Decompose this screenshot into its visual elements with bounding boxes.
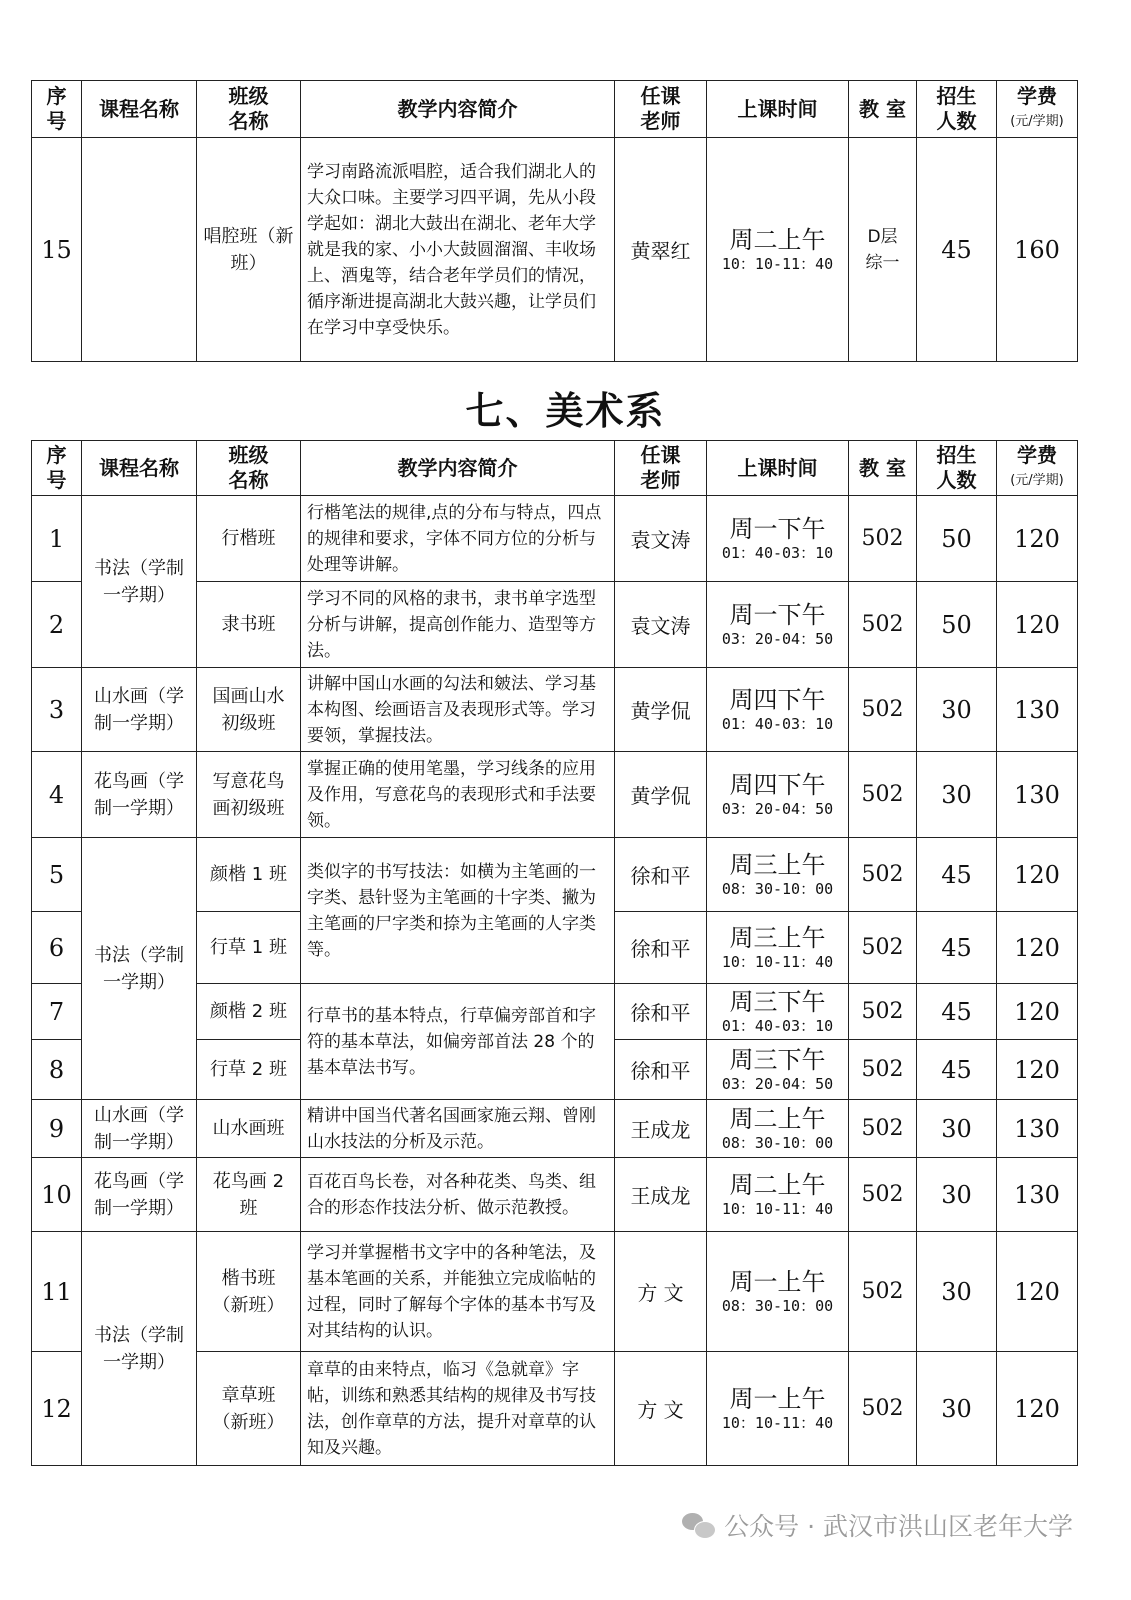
- class-hours: 08：30-10：00: [721, 1133, 834, 1152]
- class-name: 颜楷 1 班: [197, 838, 301, 912]
- classroom: 502: [849, 668, 917, 752]
- course-description: 学习并掌握楷书文字中的各种笔法，及基本笔画的关系，并能独立完成临帖的过程，同时了解每个字体的基本书写及对其结构的认识。: [301, 1232, 615, 1352]
- tuition-fee: 130: [997, 1100, 1078, 1158]
- teacher: 王成龙: [615, 1100, 707, 1158]
- tuition-fee: 160: [997, 138, 1078, 362]
- enrollment: 30: [917, 1232, 997, 1352]
- header-enroll: 招生人数: [917, 441, 997, 496]
- course-name: [82, 138, 197, 362]
- header-course: 课程名称: [82, 441, 197, 496]
- course-description: 讲解中国山水画的勾法和皴法、学习基本构图、绘画语言及表现形式等。学习要领，掌握技法。: [301, 668, 615, 752]
- class-day: 周三下午: [729, 1045, 826, 1074]
- tuition-fee: 120: [997, 582, 1078, 668]
- course-name: 山水画（学制一学期）: [82, 1100, 197, 1158]
- classroom: 502: [849, 752, 917, 838]
- footer-text: 公众号 · 武汉市洪山区老年大学: [724, 1512, 1073, 1541]
- teacher: 黄翠红: [615, 138, 707, 362]
- class-hours: 10：10-11：40: [721, 1413, 834, 1432]
- tuition-fee: 120: [997, 984, 1078, 1040]
- header-course: 课程名称: [82, 81, 197, 138]
- class-hours: 10：10-11：40: [721, 254, 834, 273]
- class-name: 写意花鸟画初级班: [197, 752, 301, 838]
- class-name: 唱腔班（新班）: [197, 138, 301, 362]
- class-name: 行草 2 班: [197, 1040, 301, 1100]
- header-fee: 学费 (元/学期): [997, 441, 1078, 496]
- course-name: 书法（学制一学期）: [82, 838, 197, 1100]
- class-time: [707, 912, 849, 984]
- course-name: 书法（学制一学期）: [82, 1232, 197, 1466]
- class-hours: 10：10-11：40: [721, 1199, 834, 1218]
- header-teacher: 任课老师: [615, 441, 707, 496]
- class-day: 周四下午: [729, 770, 826, 799]
- header-room: 教 室: [849, 81, 917, 138]
- row-number: 5: [32, 838, 82, 912]
- course-description: 学习不同的风格的隶书，隶书单字选型分析与讲解，提高创作能力、造型等方法。: [301, 582, 615, 668]
- teacher: 王成龙: [615, 1158, 707, 1232]
- course-name: 花鸟画（学制一学期）: [82, 752, 197, 838]
- course-description: 章草的由来特点，临习《急就章》字帖，训练和熟悉其结构的规律及书写技法，创作章草的方法，提升对章草的认知及兴趣。: [301, 1352, 615, 1466]
- class-time: [707, 668, 849, 752]
- class-day: 周二上午: [729, 1104, 826, 1133]
- class-time: [707, 984, 849, 1040]
- class-hours: 08：30-10：00: [721, 1296, 834, 1315]
- header-class: 班级名称: [197, 81, 301, 138]
- course-description: 精讲中国当代著名国画家施云翔、曾刚山水技法的分析及示范。: [301, 1100, 615, 1158]
- header-row: [32, 441, 1078, 496]
- table-row: [32, 496, 1078, 582]
- tuition-fee: 120: [997, 838, 1078, 912]
- enrollment: 30: [917, 1100, 997, 1158]
- header-time: 上课时间: [707, 441, 849, 496]
- class-hours: 01：40-03：10: [721, 1016, 834, 1035]
- course-description: 学习南路流派唱腔，适合我们湖北人的大众口味。主要学习四平调，先从小段学起如：湖北大鼓出在湖北、老年大学就是我的家、小小大鼓圆溜溜、丰收场上、酒鬼等，结合老年学员们的情况，循序渐进提高湖北大鼓兴趣，让学员们在学习中享受快乐。: [301, 138, 615, 362]
- row-number: 7: [32, 984, 82, 1040]
- enrollment: 30: [917, 668, 997, 752]
- class-hours: 03：20-04：50: [721, 629, 834, 648]
- teacher: 方 文: [615, 1352, 707, 1466]
- tuition-fee: 120: [997, 1040, 1078, 1100]
- enrollment: 45: [917, 984, 997, 1040]
- classroom: 502: [849, 1100, 917, 1158]
- table-row: [32, 752, 1078, 838]
- class-time: [707, 752, 849, 838]
- class-day: 周一上午: [729, 1267, 826, 1296]
- class-hours: 01：40-03：10: [721, 714, 834, 733]
- wechat-icon: [682, 1511, 716, 1539]
- classroom: 502: [849, 912, 917, 984]
- course-name: 书法（学制一学期）: [82, 496, 197, 668]
- class-time: [707, 1352, 849, 1466]
- class-day: 周四下午: [729, 685, 826, 714]
- header-row: [32, 81, 1078, 138]
- enrollment: 45: [917, 838, 997, 912]
- row-number: 4: [32, 752, 82, 838]
- classroom: D层综一: [849, 138, 917, 362]
- schedule-table-art: [31, 440, 1078, 1466]
- class-name: 章草班（新班）: [197, 1352, 301, 1466]
- class-name: 山水画班: [197, 1100, 301, 1158]
- teacher: 黄学侃: [615, 752, 707, 838]
- class-hours: 08：30-10：00: [721, 879, 834, 898]
- class-day: 周三上午: [729, 923, 826, 952]
- schedule-table-top: [31, 80, 1078, 362]
- class-day: 周三上午: [729, 850, 826, 879]
- course-description: 行草书的基本特点，行草偏旁部首和字符的基本草法，如偏旁部首法 28 个的基本草法书写。: [301, 984, 615, 1100]
- header-no: 序号: [32, 81, 82, 138]
- teacher: 方 文: [615, 1232, 707, 1352]
- class-day: 周一下午: [729, 514, 826, 543]
- enrollment: 45: [917, 138, 997, 362]
- table-row: [32, 1100, 1078, 1158]
- classroom: 502: [849, 1158, 917, 1232]
- classroom: 502: [849, 1352, 917, 1466]
- class-day: 周三下午: [729, 987, 826, 1016]
- teacher: 黄学侃: [615, 668, 707, 752]
- teacher: 袁文涛: [615, 496, 707, 582]
- header-class: 班级名称: [197, 441, 301, 496]
- course-name: 山水画（学制一学期）: [82, 668, 197, 752]
- row-number: 12: [32, 1352, 82, 1466]
- header-desc: 教学内容简介: [301, 441, 615, 496]
- enrollment: 45: [917, 1040, 997, 1100]
- class-name: 颜楷 2 班: [197, 984, 301, 1040]
- row-number: 15: [32, 138, 82, 362]
- tuition-fee: 120: [997, 1352, 1078, 1466]
- classroom: 502: [849, 582, 917, 668]
- class-time: [707, 138, 849, 362]
- row-number: 9: [32, 1100, 82, 1158]
- header-no: 序号: [32, 441, 82, 496]
- enrollment: 50: [917, 582, 997, 668]
- enrollment: 30: [917, 1352, 997, 1466]
- course-description: 类似字的书写技法：如横为主笔画的一字类、悬针竖为主笔画的十字类、撇为主笔画的尸字类和捺为主笔画的人字类等。: [301, 838, 615, 984]
- row-number: 2: [32, 582, 82, 668]
- classroom: 502: [849, 1040, 917, 1100]
- class-time: [707, 496, 849, 582]
- enrollment: 30: [917, 752, 997, 838]
- class-name: 隶书班: [197, 582, 301, 668]
- row-number: 1: [32, 496, 82, 582]
- class-time: [707, 1100, 849, 1158]
- class-name: 国画山水初级班: [197, 668, 301, 752]
- enrollment: 50: [917, 496, 997, 582]
- tuition-fee: 130: [997, 668, 1078, 752]
- classroom: 502: [849, 1232, 917, 1352]
- header-enroll: 招生人数: [917, 81, 997, 138]
- tuition-fee: 130: [997, 1158, 1078, 1232]
- header-desc: 教学内容简介: [301, 81, 615, 138]
- classroom: 502: [849, 984, 917, 1040]
- course-description: 百花百鸟长卷，对各种花类、鸟类、组合的形态作技法分析、做示范教授。: [301, 1158, 615, 1232]
- header-teacher: 任课老师: [615, 81, 707, 138]
- tuition-fee: 130: [997, 752, 1078, 838]
- header-fee: 学费 (元/学期): [997, 81, 1078, 138]
- class-name: 行草 1 班: [197, 912, 301, 984]
- row-number: 11: [32, 1232, 82, 1352]
- teacher: 徐和平: [615, 984, 707, 1040]
- class-hours: 01：40-03：10: [721, 543, 834, 562]
- teacher: 袁文涛: [615, 582, 707, 668]
- class-time: [707, 1040, 849, 1100]
- class-time: [707, 1158, 849, 1232]
- teacher: 徐和平: [615, 838, 707, 912]
- table-row: [32, 138, 1078, 362]
- class-time: [707, 1232, 849, 1352]
- class-time: [707, 838, 849, 912]
- table-row: [32, 668, 1078, 752]
- teacher: 徐和平: [615, 912, 707, 984]
- row-number: 10: [32, 1158, 82, 1232]
- classroom: 502: [849, 496, 917, 582]
- class-day: 周二上午: [729, 225, 826, 254]
- tuition-fee: 120: [997, 1232, 1078, 1352]
- table-row: [32, 838, 1078, 912]
- row-number: 3: [32, 668, 82, 752]
- class-day: 周一下午: [729, 600, 826, 629]
- course-description: 行楷笔法的规律,点的分布与特点，四点的规律和要求，字体不同方位的分析与处理等讲解。: [301, 496, 615, 582]
- class-day: 周二上午: [729, 1170, 826, 1199]
- header-time: 上课时间: [707, 81, 849, 138]
- class-name: 楷书班（新班）: [197, 1232, 301, 1352]
- class-hours: 03：20-04：50: [721, 1074, 834, 1093]
- footer-watermark: [682, 1507, 1073, 1543]
- classroom: 502: [849, 838, 917, 912]
- class-hours: 03：20-04：50: [721, 799, 834, 818]
- class-name: 花鸟画 2 班: [197, 1158, 301, 1232]
- tuition-fee: 120: [997, 496, 1078, 582]
- teacher: 徐和平: [615, 1040, 707, 1100]
- tuition-fee: 120: [997, 912, 1078, 984]
- table-row: [32, 1158, 1078, 1232]
- header-room: 教 室: [849, 441, 917, 496]
- course-description: 掌握正确的使用笔墨，学习线条的应用及作用，写意花鸟的表现形式和手法要领。: [301, 752, 615, 838]
- class-time: [707, 582, 849, 668]
- row-number: 8: [32, 1040, 82, 1100]
- table-row: [32, 1232, 1078, 1352]
- course-name: 花鸟画（学制一学期）: [82, 1158, 197, 1232]
- row-number: 6: [32, 912, 82, 984]
- class-name: 行楷班: [197, 496, 301, 582]
- enrollment: 45: [917, 912, 997, 984]
- class-hours: 10：10-11：40: [721, 952, 834, 971]
- class-day: 周一上午: [729, 1384, 826, 1413]
- enrollment: 30: [917, 1158, 997, 1232]
- section-title: 七、美术系: [465, 388, 666, 433]
